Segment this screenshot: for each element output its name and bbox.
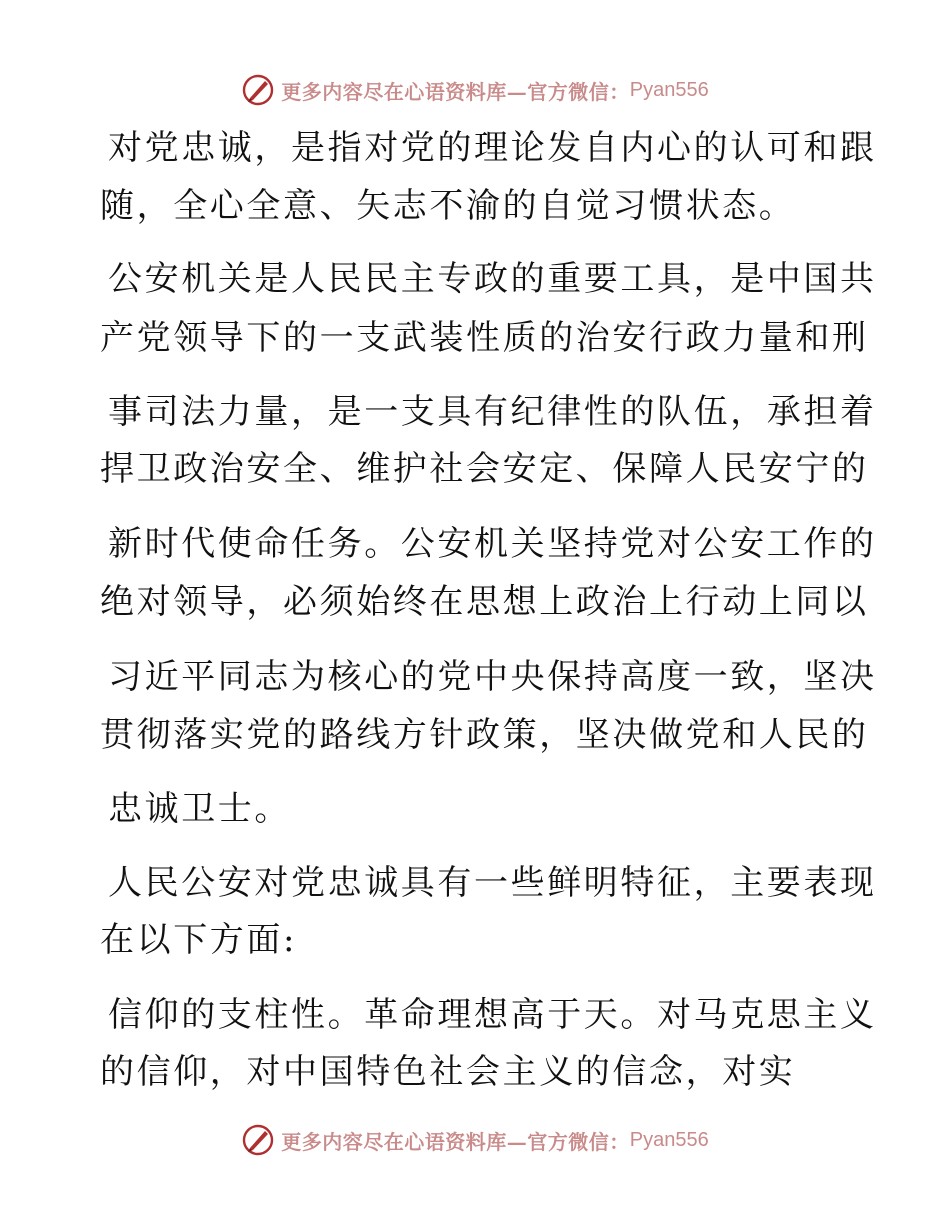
text-line: 公安机关是人民民主专政的重要工具，是中国共	[108, 259, 877, 299]
text-line: 对党忠诚，是指对党的理论发自内心的认可和跟	[108, 128, 877, 168]
header-watermark	[0, 70, 950, 110]
watermark-wechat-id: Pyan556	[629, 1128, 709, 1151]
footer-watermark	[0, 1120, 950, 1160]
text-line: 贯彻落实党的路线方针政策，坚决做党和人民的	[100, 715, 869, 755]
text-line: 的信仰，对中国特色社会主义的信念，对实	[100, 1052, 796, 1092]
text-line: 事司法力量，是一支具有纪律性的队伍，承担着	[108, 392, 877, 432]
pen-logo-icon	[241, 1123, 275, 1157]
watermark-text: 更多内容尽在心语资料库—官方微信：	[281, 79, 630, 104]
text-line: 忠诚卫士。	[108, 789, 291, 829]
text-line: 捍卫政治安全、维护社会安定、保障人民安宁的	[100, 449, 869, 489]
text-line: 信仰的支柱性。革命理想高于天。对马克思主义	[108, 995, 877, 1035]
text-line: 随，全心全意、矢志不渝的自觉习惯状态。	[100, 186, 796, 226]
text-line: 在以下方面:	[100, 920, 298, 960]
text-line: 绝对领导，必须始终在思想上政治上行动上同以	[100, 582, 869, 622]
text-line: 习近平同志为核心的党中央保持高度一致，坚决	[108, 657, 877, 697]
watermark-wechat-id: Pyan556	[629, 78, 709, 101]
text-line: 产党领导下的一支武装性质的治安行政力量和刑	[100, 318, 869, 358]
pen-logo-icon	[241, 73, 275, 107]
text-line: 人民公安对党忠诚具有一些鲜明特征，主要表现	[108, 863, 877, 903]
watermark-text: 更多内容尽在心语资料库—官方微信：	[281, 1129, 630, 1154]
text-line: 新时代使命任务。公安机关坚持党对公安工作的	[108, 524, 877, 564]
